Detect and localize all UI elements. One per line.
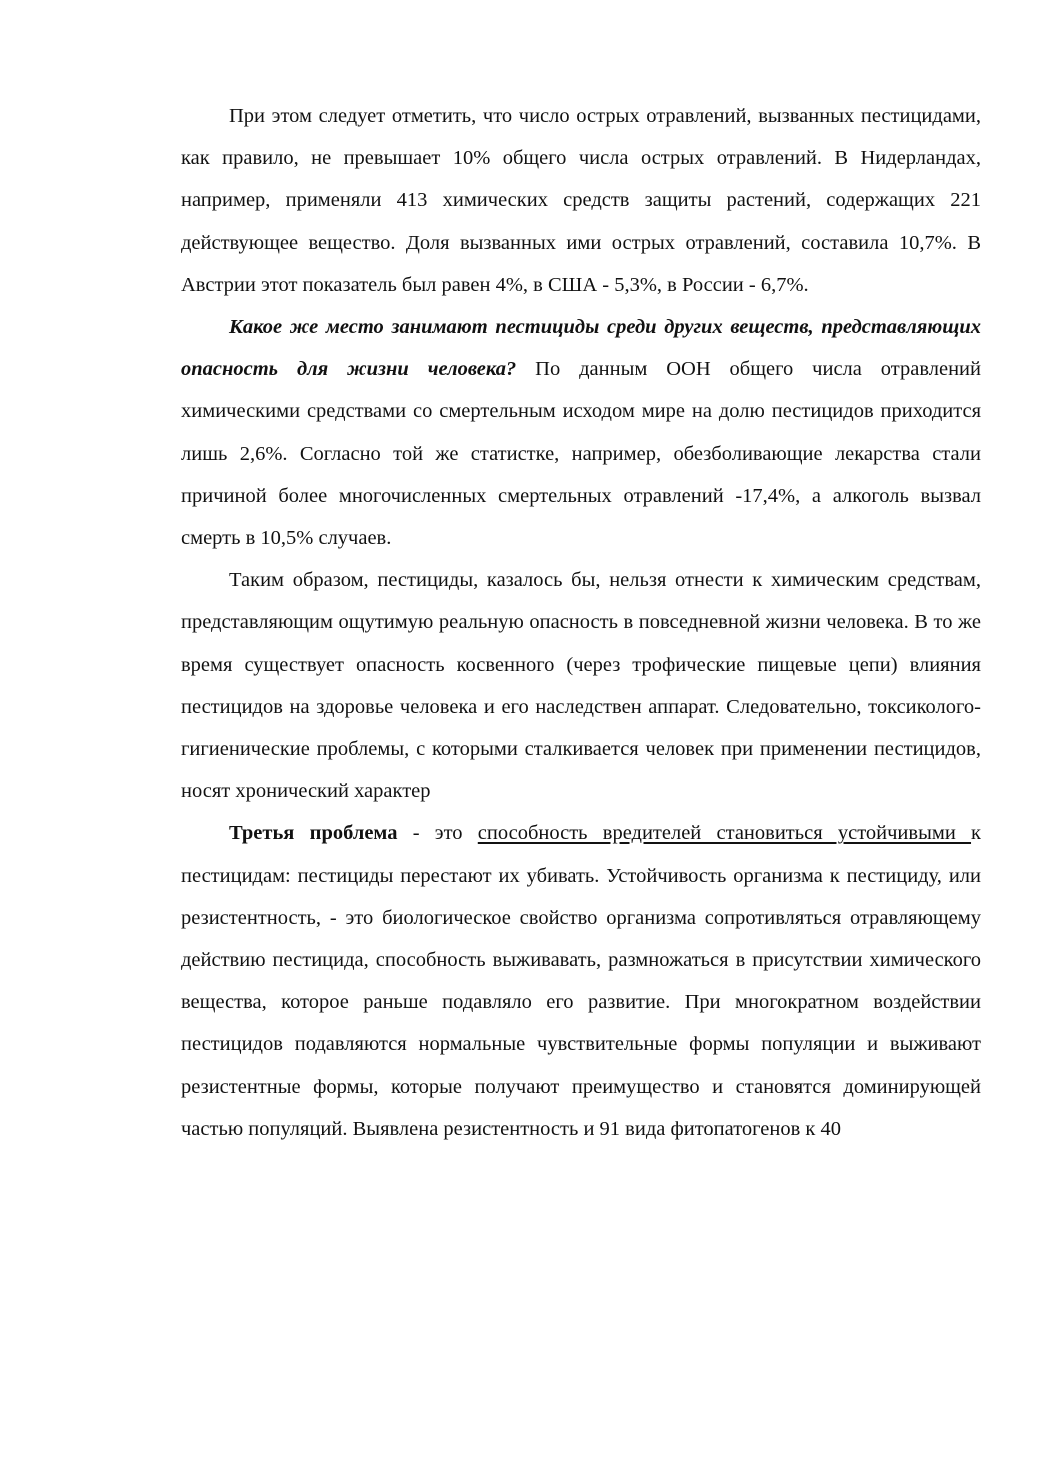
document-page (181, 95, 981, 1150)
third-problem-dash: - это (397, 822, 478, 845)
paragraph-pesticide-place (181, 306, 981, 559)
third-problem-text: к пестицидам: пестициды перестают их убивать. Устойчивость организма к пестициду, или резистентность, - это биологическое свойство организма сопротивляться отравляющему действию пестицида, способность выживавать, размножаться в присутствии химического вещества, которое раньше подавляло его развитие. При многократном воздействии пестицидов подавляются нормальные чувствительные формы популяции и выживают резистентные формы, которые получают преимущество и становятся доминирующей частью популяций. Выявлена резистентность и 91 вида фитопатогенов к 40 (181, 822, 981, 1140)
paragraph-pesticide-place-text: По данным ООН общего числа отравлений химическими средствами со смертельным исходом мире на долю пестицидов приходится лишь 2,6%. Согласно той же статистке, например, обезболивающие лекарства стали причиной более многочисленных смертельных отравлений -17,4%, а алкоголь вызвал смерть в 10,5% случаев. (181, 358, 981, 550)
paragraph-acute-poisonings: При этом следует отметить, что число острых отравлений, вызванных пестицидами, как правило, не превышает 10% общего числа острых отравлений. В Нидерландах, например, применяли 413 химических средств защиты растений, содержащих 221 действующее вещество. Доля вызванных ими острых отравлений, составила 10,7%. В Австрии этот показатель был равен 4%, в США - 5,3%, в России - 6,7%. (181, 105, 981, 296)
question-heading: Какое же место занимают пестициды среди других веществ, представляющих опасность для жизни человека? (181, 316, 981, 381)
paragraph-conclusion: Таким образом, пестициды, казалось бы, нельзя отнести к химическим средствам, представляющим ощутимую реальную опасность в повседневной жизни человека. В то же время существует опасность косвенного (через трофические пищевые цепи) влияния пестицидов на здоровье человека и его наследствен аппарат. Следовательно, токсиколого-гигиенические проблемы, с которыми сталкивается человек при применении пестицидов, носят хронический характер (181, 569, 981, 803)
third-problem-underlined: способность вредителей становиться устойчивыми (477, 822, 972, 845)
third-problem-label: Третья проблема (229, 822, 398, 845)
paragraph-third-problem (181, 812, 981, 1150)
